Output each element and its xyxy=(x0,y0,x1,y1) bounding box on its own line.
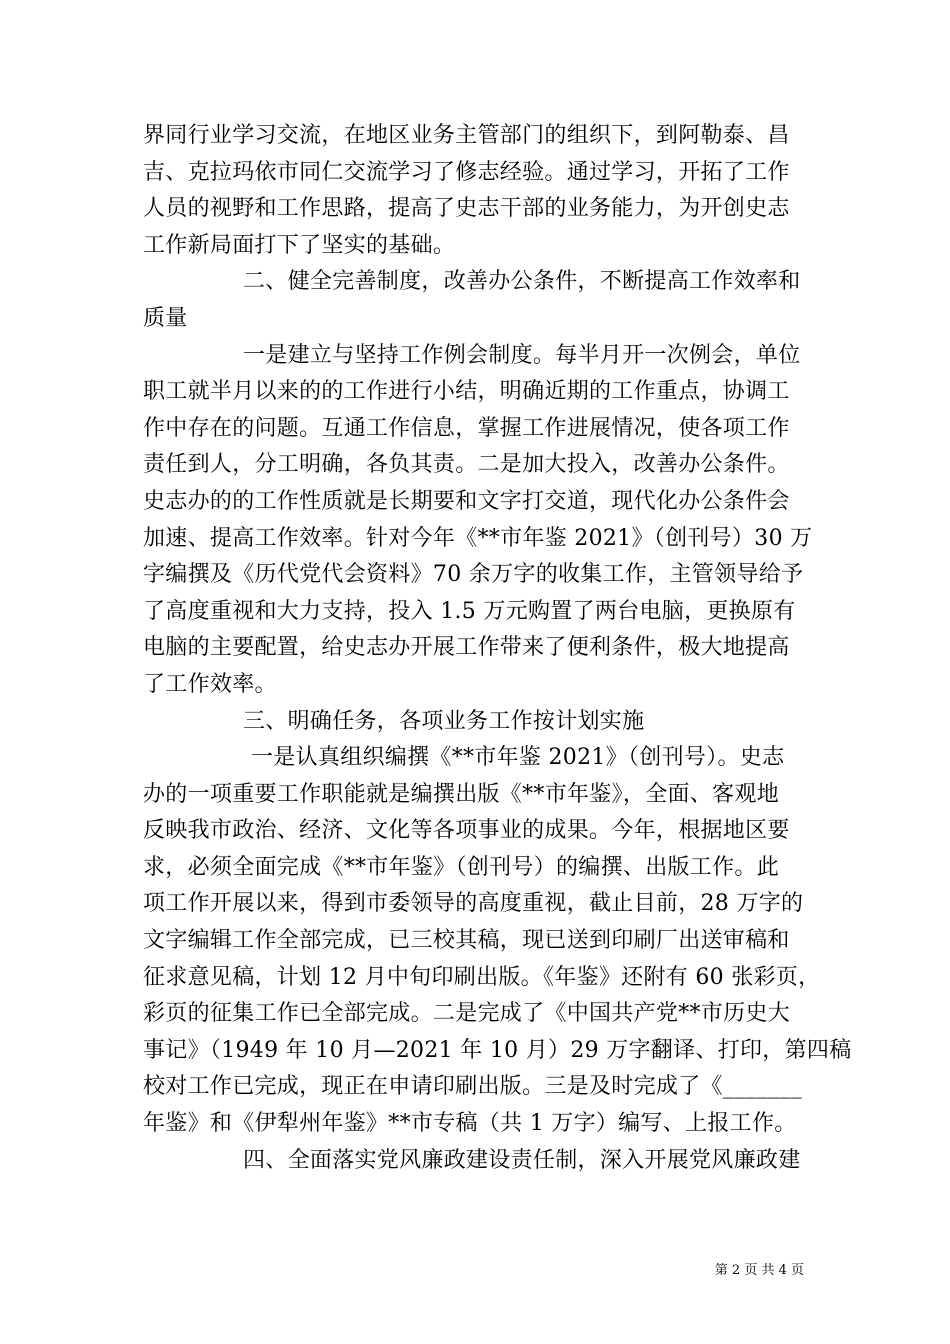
text-line: 反映我市政治、经济、文化等各项事业的成果。今年，根据地区要 xyxy=(143,818,790,844)
body-text xyxy=(143,118,852,1179)
text-line: 办的一项重要工作职能就是编撰出版《**市年鉴》，全面、客观地 xyxy=(143,781,780,807)
text-line: 求，必须全面完成《**市年鉴》（创刊号）的编撰、出版工作。此 xyxy=(143,854,780,880)
page-number: 第 2 页 共 4 页 xyxy=(714,1263,804,1278)
text-line: 年鉴》和《伊犁州年鉴》**市专稿（共 1 万字）编写、上报工作。 xyxy=(143,1111,797,1137)
text-line: 界同行业学习交流，在地区业务主管部门的组织下，到阿勒泰、昌 xyxy=(143,123,790,148)
text-line: 工作新局面打下了坚实的基础。 xyxy=(143,232,456,258)
text-line: 事记》（1949 年 10 月—2021 年 10 月）29 万字翻译、打印，第四稿 xyxy=(143,1037,852,1063)
text-line: 字编撰及《历代党代会资料》70 余万字的收集工作，主管领导给予 xyxy=(143,562,804,588)
paragraph-start: 一是认真组织编撰《**市年鉴 2021》（创刊号）。史志 xyxy=(251,745,785,771)
text-line: 彩页的征集工作已全部完成。二是完成了《中国共产党**市历史大 xyxy=(143,1001,791,1027)
text-line: 史志办的的工作性质就是长期要和文字打交道，现代化办公条件会 xyxy=(143,488,790,514)
section-heading: 三、明确任务，各项业务工作按计划实施 xyxy=(243,708,645,734)
text-line: 了高度重视和大力支持，投入 1.5 万元购置了两台电脑，更换原有 xyxy=(143,598,796,624)
text-line: 征求意见稿，计划 12 月中旬印刷出版。《年鉴》还附有 60 张彩页， xyxy=(143,964,821,990)
text-line: 校对工作已完成，现正在申请印刷出版。三是及时完成了《_______ xyxy=(143,1074,802,1100)
text-line: 电脑的主要配置，给史志办开展工作带来了便利条件，极大地提高 xyxy=(143,635,790,661)
text-line: 文字编辑工作全部完成，已三校其稿，现已送到印刷厂出送审稿和 xyxy=(143,928,790,954)
text-line: 了工作效率。 xyxy=(143,671,277,697)
section-heading: 四、全面落实党风廉政建设责任制，深入开展党风廉政建 xyxy=(243,1147,801,1173)
text-line: 责任到人，分工明确，各负其责。二是加大投入，改善办公条件。 xyxy=(143,452,790,478)
section-heading-continuation: 质量 xyxy=(143,305,188,331)
section-heading: 二、健全完善制度，改善办公条件，不断提高工作效率和 xyxy=(243,269,801,295)
text-line: 人员的视野和工作思路，提高了史志干部的业务能力，为开创史志 xyxy=(143,196,790,222)
text-line: 作中存在的问题。互通工作信息，掌握工作进展情况，使各项工作 xyxy=(143,415,790,441)
text-line: 项工作开展以来，得到市委领导的高度重视，截止目前，28 万字的 xyxy=(143,891,804,917)
paragraph-start: 一是建立与坚持工作例会制度。每半月开一次例会，单位 xyxy=(243,342,801,368)
text-line: 吉、克拉玛依市同仁交流学习了修志经验。通过学习，开拓了工作 xyxy=(143,159,790,185)
text-line: 职工就半月以来的的工作进行小结，明确近期的工作重点，协调工 xyxy=(143,379,790,405)
text-line: 加速、提高工作效率。针对今年《**市年鉴 2021》（创刊号）30 万 xyxy=(143,525,813,551)
